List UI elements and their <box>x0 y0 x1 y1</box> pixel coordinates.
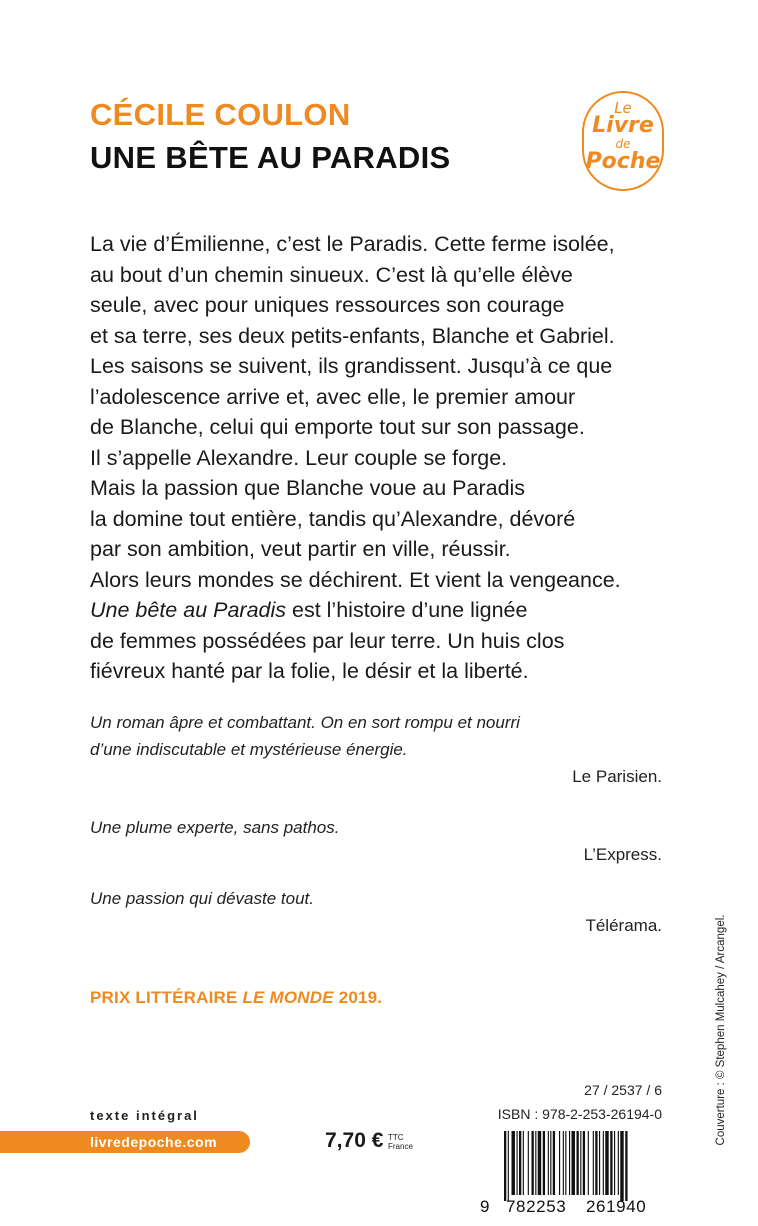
logo-text-le: Le <box>614 99 632 117</box>
barcode-bar <box>538 1131 541 1195</box>
barcode-bar <box>605 1131 608 1195</box>
barcode-bar <box>535 1131 536 1195</box>
blurb-line: par son ambition, veut partir en ville, réussir. <box>90 537 511 561</box>
blurb-line: Les saisons se suivent, ils grandissent. Jusqu’à ce que <box>90 354 613 378</box>
barcode-bar <box>548 1131 549 1195</box>
literary-prize <box>90 988 382 1008</box>
blurb-line: La vie d’Émilienne, c’est le Paradis. Cette ferme isolée, <box>90 232 615 256</box>
prize-italic: LE MONDE <box>242 988 334 1007</box>
price-country: France <box>388 1142 413 1151</box>
cover-credit: Couverture : © Stephen Mulcahey / Arcangel. <box>715 914 727 1146</box>
cover-credit-wrap <box>707 880 735 1180</box>
book-title-italic: Une bête au Paradis <box>90 598 287 622</box>
author-name: CÉCILE COULON <box>90 97 351 132</box>
website-link[interactable]: livredepoche.com <box>90 1134 218 1150</box>
quote-source: L’Express. <box>583 845 662 864</box>
prize-prefix: PRIX LITTÉRAIRE <box>90 988 243 1007</box>
quote-text: Une plume experte, sans pathos. <box>90 818 340 837</box>
publisher-logo <box>582 91 664 191</box>
blurb-line: seule, avec pour uniques ressources son courage <box>90 293 565 317</box>
barcode-digit-first: 9 <box>480 1197 491 1216</box>
barcode-bar <box>519 1131 521 1195</box>
barcode-bar <box>512 1131 515 1195</box>
logo-text-poche: Poche <box>585 149 661 174</box>
quote-source: Télérama. <box>585 916 662 935</box>
quote-text: Une passion qui dévaste tout. <box>90 889 314 908</box>
barcode-bar <box>532 1131 534 1195</box>
back-cover-blurb <box>90 229 690 687</box>
barcode-bar <box>508 1131 509 1201</box>
blurb-line: Mais la passion que Blanche voue au Paradis <box>90 476 526 500</box>
barcode-bar <box>528 1131 529 1195</box>
blurb-line: Alors leurs mondes se déchirent. Et vient la vengeance. <box>90 567 621 592</box>
blurb-line <box>90 595 690 626</box>
barcode-bar <box>577 1131 579 1195</box>
barcode-digit-group-2: 261940 <box>586 1197 647 1216</box>
barcode-bars <box>500 1131 670 1201</box>
barcode <box>500 1131 670 1201</box>
catalog-code: 27 / 2537 / 6 <box>584 1082 662 1098</box>
blurb-line: Il s’appelle Alexandre. Leur couple se forge. <box>90 445 508 470</box>
barcode-bar <box>504 1131 506 1201</box>
isbn: ISBN : 978-2-253-26194-0 <box>497 1106 662 1122</box>
barcode-bar <box>543 1131 545 1195</box>
barcode-bar <box>580 1131 581 1195</box>
barcode-bar <box>595 1131 597 1195</box>
barcode-digit-group-1: 782253 <box>506 1197 567 1216</box>
press-quote <box>90 814 662 868</box>
quote-source: Le Parisien. <box>572 767 662 786</box>
press-quote <box>90 885 662 939</box>
barcode-bar <box>625 1131 627 1201</box>
prize-suffix: 2019. <box>333 988 383 1007</box>
barcode-bar <box>553 1131 555 1195</box>
press-quote <box>90 709 662 790</box>
barcode-bar <box>523 1131 524 1195</box>
blurb-line: de Blanche, celui qui emporte tout sur son passage. <box>90 415 585 439</box>
barcode-bar <box>599 1131 600 1195</box>
barcode-bar <box>569 1131 570 1195</box>
price-ttc: TTC <box>388 1133 404 1142</box>
blurb-line: fiévreux hanté par la folie, le désir et la liberté. <box>90 659 529 683</box>
blurb-line: l’adolescence arrive et, avec elle, le premier amour <box>90 384 576 409</box>
barcode-bar <box>614 1131 615 1195</box>
barcode-bar <box>620 1131 623 1201</box>
blurb-line: et sa terre, ses deux petits-enfants, Blanche et Gabriel. <box>90 323 615 348</box>
barcode-bar <box>588 1131 589 1195</box>
barcode-bar <box>593 1131 594 1195</box>
barcode-bar <box>583 1131 585 1195</box>
edition-label: texte intégral <box>90 1108 199 1123</box>
blurb-line-rest: est l’histoire d’une lignée <box>286 598 528 622</box>
barcode-bar <box>565 1131 566 1195</box>
logo-text-de: de <box>615 137 631 151</box>
quote-text: Un roman âpre et combattant. On en sort rompu et nourri <box>90 713 520 732</box>
quote-text: d’une indiscutable et mystérieuse énergie. <box>90 740 408 759</box>
barcode-bar <box>563 1131 564 1195</box>
barcode-bar <box>517 1131 518 1195</box>
logo-text-livre: Livre <box>592 113 654 138</box>
barcode-bar <box>603 1131 604 1195</box>
barcode-bar <box>618 1131 619 1195</box>
price-tax-note <box>388 1133 413 1151</box>
blurb-line: au bout d’un chemin sinueux. C’est là qu’elle élève <box>90 262 573 287</box>
barcode-bar <box>550 1131 551 1195</box>
barcode-bar <box>559 1131 560 1195</box>
price: 7,70 € <box>325 1129 384 1152</box>
blurb-line: de femmes possédées par leur terre. Un huis clos <box>90 628 565 653</box>
barcode-bar <box>572 1131 575 1195</box>
book-title: UNE BÊTE AU PARADIS <box>90 140 451 175</box>
barcode-bar <box>610 1131 612 1195</box>
blurb-line: la domine tout entière, tandis qu’Alexandre, dévoré <box>90 506 576 531</box>
